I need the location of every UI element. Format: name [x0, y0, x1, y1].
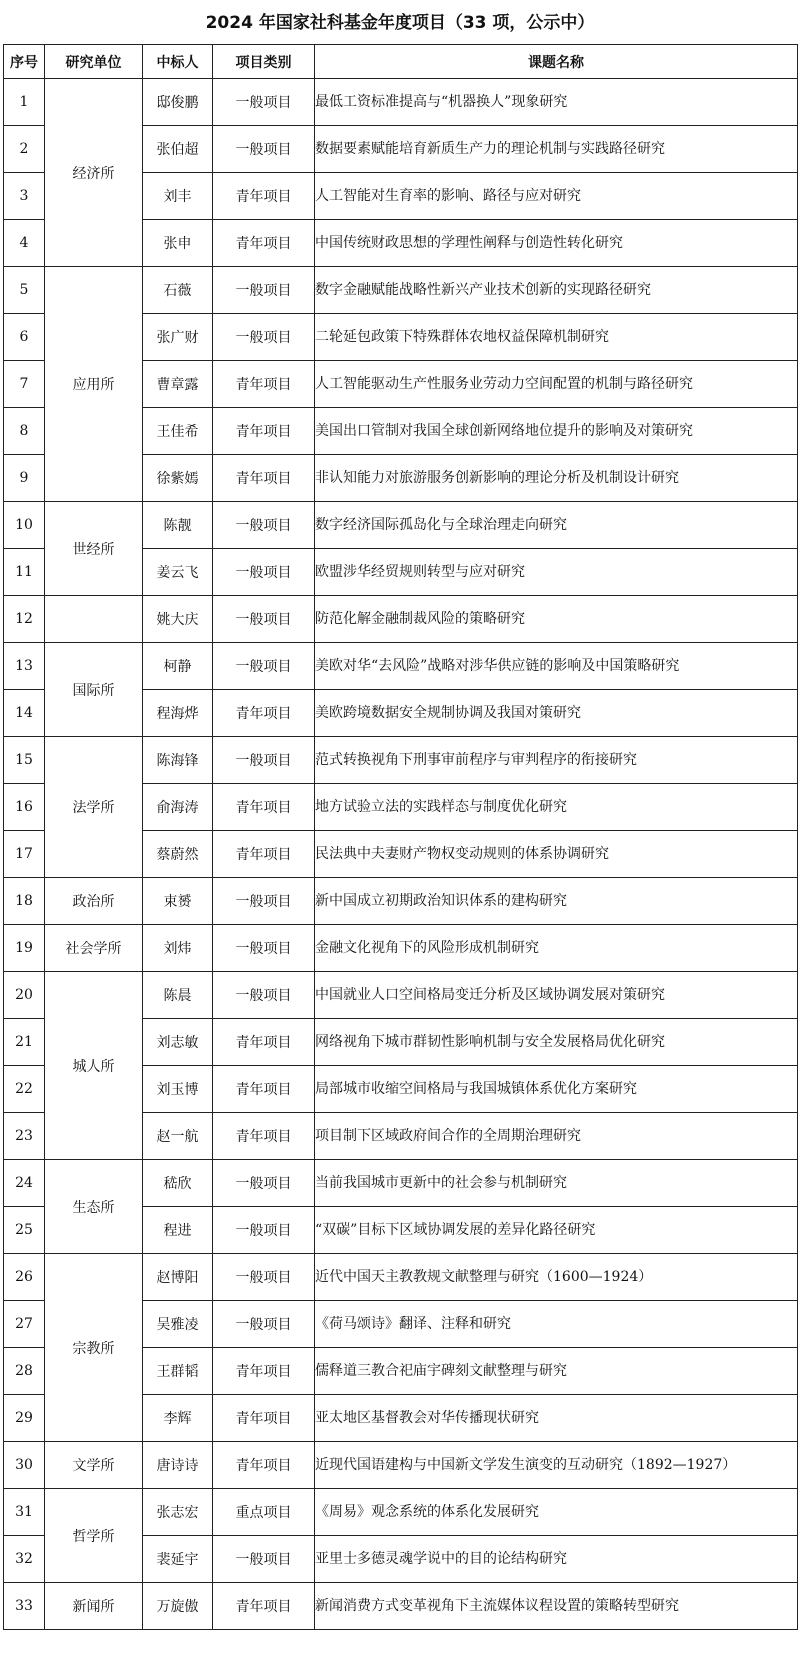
project-title: 欧盟涉华经贸规则转型与应对研究 [315, 549, 798, 596]
winner-name: 刘玉博 [143, 1066, 213, 1113]
project-category: 青年项目 [213, 1019, 315, 1066]
project-title: 亚太地区基督教会对华传播现状研究 [315, 1395, 798, 1442]
row-number: 19 [4, 925, 45, 972]
research-unit: 政治所 [45, 878, 143, 925]
project-title: 数据要素赋能培育新质生产力的理论机制与实践路径研究 [315, 126, 798, 173]
project-category: 青年项目 [213, 690, 315, 737]
project-title: 中国传统财政思想的学理性阐释与创造性转化研究 [315, 220, 798, 267]
row-number: 12 [4, 596, 45, 643]
project-title: “双碳”目标下区域协调发展的差异化路径研究 [315, 1207, 798, 1254]
project-title: 《周易》观念系统的体系化发展研究 [315, 1489, 798, 1536]
project-category: 青年项目 [213, 1583, 315, 1630]
winner-name: 唐诗诗 [143, 1442, 213, 1489]
row-number: 16 [4, 784, 45, 831]
project-title: 地方试验立法的实践样态与制度优化研究 [315, 784, 798, 831]
row-number: 4 [4, 220, 45, 267]
project-category: 一般项目 [213, 1160, 315, 1207]
table-body [4, 79, 798, 1630]
project-category: 一般项目 [213, 79, 315, 126]
row-number: 26 [4, 1254, 45, 1301]
row-number: 6 [4, 314, 45, 361]
winner-name: 陈海锋 [143, 737, 213, 784]
winner-name: 张伯超 [143, 126, 213, 173]
row-number: 13 [4, 643, 45, 690]
project-category: 一般项目 [213, 1536, 315, 1583]
winner-name: 赵一航 [143, 1113, 213, 1160]
row-number: 14 [4, 690, 45, 737]
projects-table [3, 44, 798, 1630]
research-unit: 法学所 [45, 737, 143, 878]
project-title: 新闻消费方式变革视角下主流媒体议程设置的策略转型研究 [315, 1583, 798, 1630]
table-row [4, 1583, 798, 1630]
winner-name: 李辉 [143, 1395, 213, 1442]
research-unit: 世经所 [45, 502, 143, 596]
project-category: 一般项目 [213, 126, 315, 173]
project-category: 青年项目 [213, 1395, 315, 1442]
research-unit: 国际所 [45, 643, 143, 737]
table-row [4, 1489, 798, 1536]
project-category: 青年项目 [213, 784, 315, 831]
project-category: 一般项目 [213, 878, 315, 925]
winner-name: 程海烨 [143, 690, 213, 737]
winner-name: 程进 [143, 1207, 213, 1254]
project-title: 非认知能力对旅游服务创新影响的理论分析及机制设计研究 [315, 455, 798, 502]
project-category: 一般项目 [213, 925, 315, 972]
project-category: 青年项目 [213, 831, 315, 878]
project-title: 局部城市收缩空间格局与我国城镇体系优化方案研究 [315, 1066, 798, 1113]
row-number: 27 [4, 1301, 45, 1348]
project-category: 一般项目 [213, 737, 315, 784]
winner-name: 姜云飞 [143, 549, 213, 596]
project-title: 最低工资标准提高与“机器换人”现象研究 [315, 79, 798, 126]
project-title: 美欧跨境数据安全规制协调及我国对策研究 [315, 690, 798, 737]
table-row [4, 643, 798, 690]
winner-name: 张志宏 [143, 1489, 213, 1536]
project-title: 中国就业人口空间格局变迁分析及区域协调发展对策研究 [315, 972, 798, 1019]
winner-name: 王群韬 [143, 1348, 213, 1395]
research-unit: 应用所 [45, 267, 143, 502]
project-category: 一般项目 [213, 1301, 315, 1348]
table-row [4, 1442, 798, 1489]
winner-name: 万旋傲 [143, 1583, 213, 1630]
project-category: 一般项目 [213, 549, 315, 596]
research-unit: 经济所 [45, 79, 143, 267]
row-number: 5 [4, 267, 45, 314]
winner-name: 俞海涛 [143, 784, 213, 831]
table-row [4, 878, 798, 925]
project-title: 人工智能驱动生产性服务业劳动力空间配置的机制与路径研究 [315, 361, 798, 408]
winner-name: 姚大庆 [143, 596, 213, 643]
project-category: 青年项目 [213, 1442, 315, 1489]
project-category: 青年项目 [213, 1066, 315, 1113]
winner-name: 张申 [143, 220, 213, 267]
table-header-row [4, 45, 798, 79]
project-title: 亚里士多德灵魂学说中的目的论结构研究 [315, 1536, 798, 1583]
table-row [4, 1254, 798, 1301]
header-winner: 中标人 [143, 45, 213, 79]
research-unit: 宗教所 [45, 1254, 143, 1442]
row-number: 24 [4, 1160, 45, 1207]
project-category: 一般项目 [213, 596, 315, 643]
table-row [4, 972, 798, 1019]
project-category: 青年项目 [213, 455, 315, 502]
header-no: 序号 [4, 45, 45, 79]
winner-name: 陈靓 [143, 502, 213, 549]
project-category: 青年项目 [213, 361, 315, 408]
project-category: 青年项目 [213, 1113, 315, 1160]
winner-name: 徐紫嫣 [143, 455, 213, 502]
winner-name: 裴延宇 [143, 1536, 213, 1583]
winner-name: 嵇欣 [143, 1160, 213, 1207]
project-title: 近现代国语建构与中国新文学发生演变的互动研究（1892—1927） [315, 1442, 798, 1489]
winner-name: 张广财 [143, 314, 213, 361]
row-number: 9 [4, 455, 45, 502]
table-row [4, 737, 798, 784]
research-unit: 文学所 [45, 1442, 143, 1489]
row-number: 8 [4, 408, 45, 455]
row-number: 15 [4, 737, 45, 784]
project-category: 重点项目 [213, 1489, 315, 1536]
row-number: 2 [4, 126, 45, 173]
project-category: 一般项目 [213, 643, 315, 690]
project-category: 一般项目 [213, 502, 315, 549]
project-title: 网络视角下城市群韧性影响机制与安全发展格局优化研究 [315, 1019, 798, 1066]
row-number: 11 [4, 549, 45, 596]
project-title: 美国出口管制对我国全球创新网络地位提升的影响及对策研究 [315, 408, 798, 455]
table-row [4, 79, 798, 126]
document-title: 2024 年国家社科基金年度项目（33 项，公示中） [205, 13, 595, 33]
row-number: 7 [4, 361, 45, 408]
row-number: 17 [4, 831, 45, 878]
project-title: 美欧对华“去风险”战略对涉华供应链的影响及中国策略研究 [315, 643, 798, 690]
row-number: 10 [4, 502, 45, 549]
project-title: 项目制下区域政府间合作的全周期治理研究 [315, 1113, 798, 1160]
project-title: 二轮延包政策下特殊群体农地权益保障机制研究 [315, 314, 798, 361]
winner-name: 邸俊鹏 [143, 79, 213, 126]
project-category: 一般项目 [213, 972, 315, 1019]
winner-name: 蔡蔚然 [143, 831, 213, 878]
research-unit: 城人所 [45, 972, 143, 1160]
winner-name: 王佳希 [143, 408, 213, 455]
row-number: 3 [4, 173, 45, 220]
row-number: 21 [4, 1019, 45, 1066]
project-title: 范式转换视角下刑事审前程序与审判程序的衔接研究 [315, 737, 798, 784]
winner-name: 赵博阳 [143, 1254, 213, 1301]
table-row [4, 502, 798, 549]
project-title: 数字经济国际孤岛化与全球治理走向研究 [315, 502, 798, 549]
winner-name: 刘炜 [143, 925, 213, 972]
project-category: 一般项目 [213, 1254, 315, 1301]
project-category: 一般项目 [213, 314, 315, 361]
project-category: 一般项目 [213, 267, 315, 314]
research-unit: 哲学所 [45, 1489, 143, 1583]
row-number: 23 [4, 1113, 45, 1160]
row-number: 22 [4, 1066, 45, 1113]
project-title: 新中国成立初期政治知识体系的建构研究 [315, 878, 798, 925]
project-title: 近代中国天主教教规文献整理与研究（1600—1924） [315, 1254, 798, 1301]
project-title: 防范化解金融制裁风险的策略研究 [315, 596, 798, 643]
row-number: 30 [4, 1442, 45, 1489]
project-title: 数字金融赋能战略性新兴产业技术创新的实现路径研究 [315, 267, 798, 314]
header-category: 项目类别 [213, 45, 315, 79]
project-title: 儒释道三教合祀庙宇碑刻文献整理与研究 [315, 1348, 798, 1395]
table-row [4, 267, 798, 314]
winner-name: 刘志敏 [143, 1019, 213, 1066]
project-title: 民法典中夫妻财产物权变动规则的体系协调研究 [315, 831, 798, 878]
project-title: 《荷马颂诗》翻译、注释和研究 [315, 1301, 798, 1348]
winner-name: 石薇 [143, 267, 213, 314]
header-title: 课题名称 [315, 45, 798, 79]
row-number: 28 [4, 1348, 45, 1395]
project-category: 青年项目 [213, 173, 315, 220]
header-unit: 研究单位 [45, 45, 143, 79]
project-category: 青年项目 [213, 408, 315, 455]
row-number: 31 [4, 1489, 45, 1536]
research-unit [45, 596, 143, 643]
research-unit: 生态所 [45, 1160, 143, 1254]
row-number: 25 [4, 1207, 45, 1254]
project-category: 青年项目 [213, 220, 315, 267]
table-row [4, 1160, 798, 1207]
project-category: 一般项目 [213, 1207, 315, 1254]
row-number: 18 [4, 878, 45, 925]
winner-name: 吴雅凌 [143, 1301, 213, 1348]
project-title: 金融文化视角下的风险形成机制研究 [315, 925, 798, 972]
table-row [4, 596, 798, 643]
winner-name: 束赟 [143, 878, 213, 925]
row-number: 1 [4, 79, 45, 126]
winner-name: 刘丰 [143, 173, 213, 220]
project-category: 青年项目 [213, 1348, 315, 1395]
row-number: 20 [4, 972, 45, 1019]
project-title: 人工智能对生育率的影响、路径与应对研究 [315, 173, 798, 220]
row-number: 32 [4, 1536, 45, 1583]
winner-name: 柯静 [143, 643, 213, 690]
research-unit: 社会学所 [45, 925, 143, 972]
row-number: 29 [4, 1395, 45, 1442]
row-number: 33 [4, 1583, 45, 1630]
winner-name: 陈晨 [143, 972, 213, 1019]
project-title: 当前我国城市更新中的社会参与机制研究 [315, 1160, 798, 1207]
research-unit: 新闻所 [45, 1583, 143, 1630]
winner-name: 曹章露 [143, 361, 213, 408]
table-row [4, 925, 798, 972]
